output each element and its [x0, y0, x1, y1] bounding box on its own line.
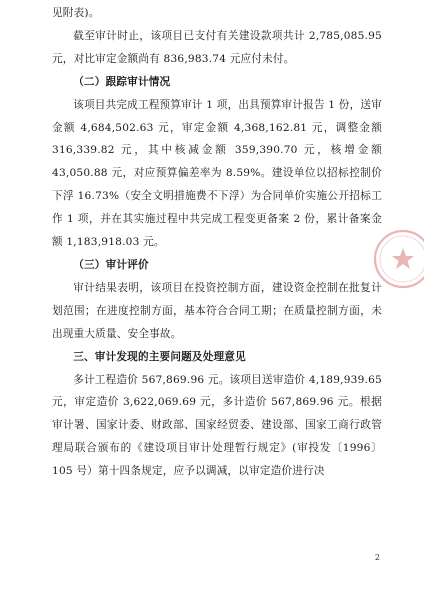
section-heading-findings: 三、审计发现的主要问题及处理意见 — [73, 350, 246, 363]
document-body — [52, 2, 382, 483]
paragraph-payment-status: 截至审计时止，该项目已支付有关建设款项共计 2,785,085.95 元，对比审定金额尚有 836,983.74 元应付未付。 — [52, 29, 382, 65]
paragraph-tracking-audit: 该项目共完成工程预算审计 1 项，出具预算审计报告 1 份，送审金额 4,684,502.63 元，审定金额 4,368,162.81 元，调整金额 316,339.82 元，其中核减金额 359,390.70 元，核增金额 43,050.88 元，对应预算偏差率为 8.59%。建设单位以招标控制价下浮 16.73%（安全文明措施费不下浮）为合同单价实施公开招标工作 1 项，并在其实施过程中共完成工程变更备案 2 份，累计备案金额 1,183,918.03 元。 — [52, 98, 382, 249]
paragraph-audit-evaluation: 审计结果表明，该项目在投资控制方面，建设资金控制在批复计划范围；在进度控制方面，基本符合合同工期；在质量控制方面，未出现重大质量、安全事故。 — [52, 281, 382, 340]
page-number: 2 — [374, 553, 380, 562]
paragraph-findings: 多计工程造价 567,869.96 元。该项目送审造价 4,189,939.65 元，审定造价 3,622,069.69 元，多计造价 567,869.96 元。根据审计署、国家计委、财政部、国家经贸委、建设部、国家工商行政管理局联合颁布的《建设项目审计处理暂行规定》(审投发〔1996〕105 号）第十四条规定，应予以调减，以审定造价进行决 — [52, 373, 382, 478]
subheading-audit-evaluation: （三）审计评价 — [73, 258, 149, 271]
paragraph-continued: 见附表)。 — [52, 7, 100, 19]
subheading-tracking-audit: （二）跟踪审计情况 — [73, 75, 171, 88]
